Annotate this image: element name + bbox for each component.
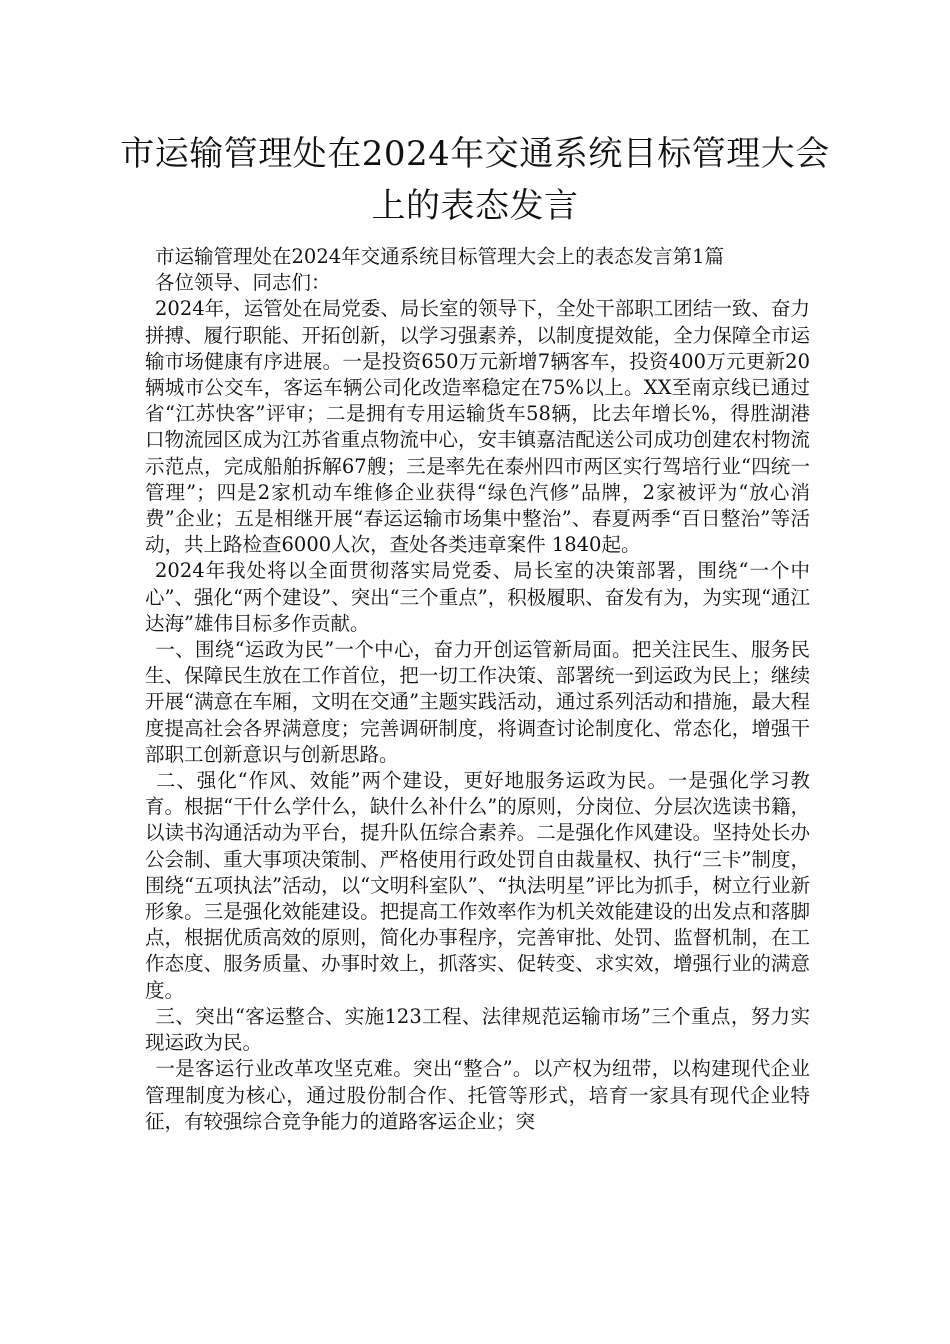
paragraph-text: 三、突出“客运整合、实施123工程、法律规范运输市场”三个重点，努力实现运政为民。	[145, 1004, 810, 1055]
paragraph-review-2024	[145, 296, 810, 558]
paragraph-text: 各位领导、同志们：	[155, 271, 331, 295]
paragraph-heading	[145, 244, 810, 270]
paragraph-point-two	[145, 768, 810, 1004]
paragraph-plan-2024	[145, 558, 810, 637]
document-body	[145, 244, 810, 1135]
paragraph-text: 一、围绕“运政为民”一个中心，奋力开创运管新局面。把关注民生、服务民生、保障民生放在工作首位，把一切工作决策、部署统一到运政为民上；继续开展“满意在车厢，文明在交通”主题实践活动，通过系列活动和措施，最大程度提高社会各界满意度；完善调研制度，将调查讨论制度化、常态化，增强干部职工创新意识与创新思路。	[145, 638, 810, 766]
paragraph-text: 市运输管理处在2024年交通系统目标管理大会上的表态发言第1篇	[155, 245, 725, 268]
paragraph-text: 2024年，运管处在局党委、局长室的领导下，全处干部职工团结一致、奋力拼搏、履行职能、开拓创新，以学习强素养，以制度提效能，全力保障全市运输市场健康有序进展。一是投资650万元新增7辆客车，投资400万元更新20辆城市公交车，客运车辆公司化改造率稳定在75%以上。XX至南京线已通过省“江苏快客”评审；二是拥有专用运输货车58辆，比去年增长%，得胜湖港口物流园区成为江苏省重点物流中心，安丰镇嘉洁配送公司成功创建农村物流示范点，完成船舶拆解67艘；三是率先在泰州四市两区实行驾培行业“四统一管理”；四是2家机动车维修企业获得“绿色汽修”品牌，2家被评为“放心消费”企业；五是相继开展“春运运输市场集中整治”、春夏两季“百日整治”等活动，共上路检查6000人次，查处各类违章案件 1840起。	[145, 297, 810, 557]
paragraph-reform	[145, 1056, 810, 1135]
paragraph-text: 2024年我处将以全面贯彻落实局党委、局长室的决策部署，围绕“一个中心”、强化“两个建设”、突出“三个重点”，积极履职、奋发有为，为实现“通江达海”雄伟目标多作贡献。	[145, 559, 810, 635]
paragraph-text: 一是客运行业改革攻坚克难。突出“整合”。以产权为纽带，以构建现代企业管理制度为核心，通过股份制合作、托管等形式，培育一家具有现代企业特征，有较强综合竞争能力的道路客运企业；突	[145, 1057, 810, 1133]
paragraph-point-three	[145, 1004, 810, 1056]
paragraph-point-one	[145, 637, 810, 768]
paragraph-salutation	[145, 270, 810, 296]
document-title: 市运输管理处在2024年交通系统目标管理大会上的表态发言	[120, 134, 830, 226]
paragraph-text: 二、强化“作风、效能”两个建设，更好地服务运政为民。一是强化学习教育。根据“干什么学什么，缺什么补什么”的原则，分岗位、分层次选读书籍，以读书沟通活动为平台，提升队伍综合素养。二是强化作风建设。坚持处长办公会制、重大事项决策制、严格使用行政处罚自由裁量权、执行“三卡”制度，围绕“五项执法”活动，以“文明科室队”、“执法明星”评比为抓手，树立行业新形象。三是强化效能建设。把提高工作效率作为机关效能建设的出发点和落脚点，根据优质高效的原则，简化办事程序，完善审批、处罚、监督机制，在工作态度、服务质量、办事时效上，抓落实、促转变、求实效，增强行业的满意度。	[145, 769, 810, 1002]
